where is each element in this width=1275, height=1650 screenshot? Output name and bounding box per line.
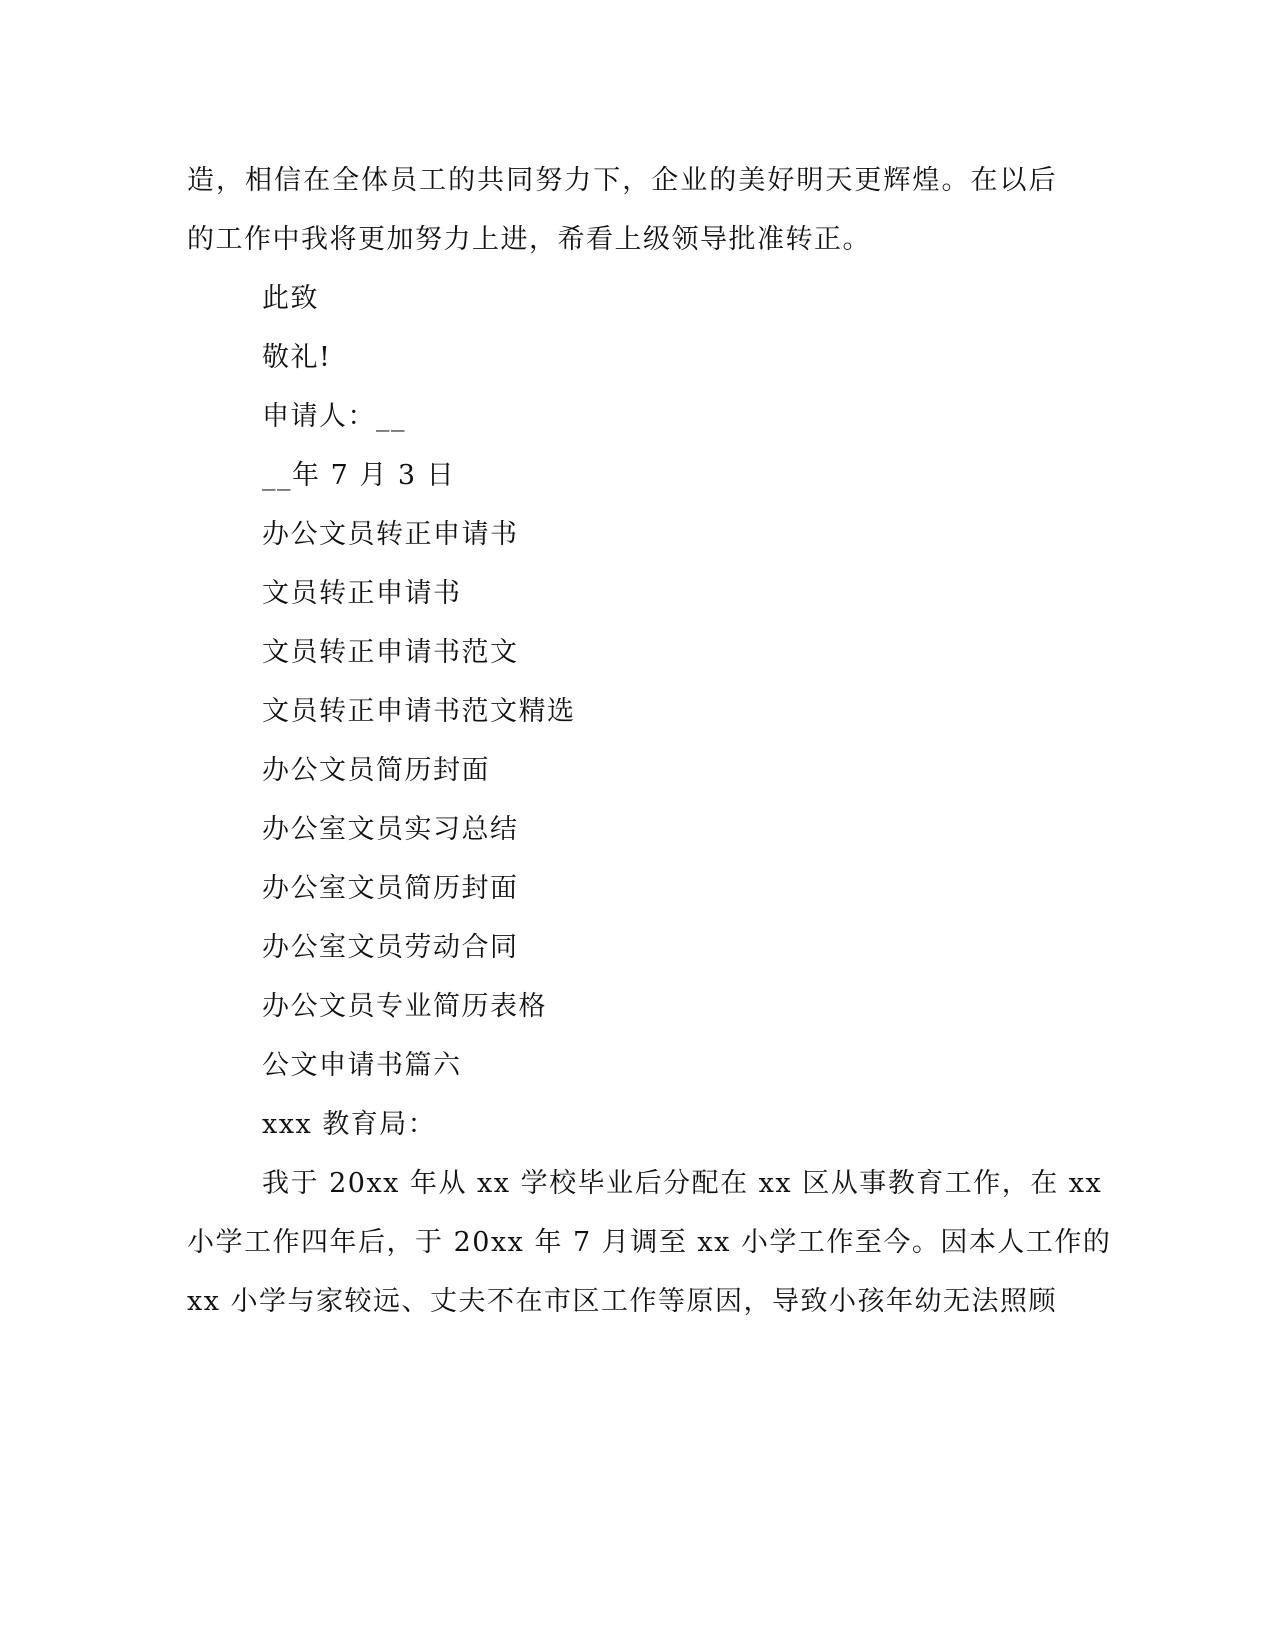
paragraph-line: 的工作中我将更加努力上进，希看上级领导批准转正。 bbox=[187, 224, 871, 255]
related-title: 文员转正申请书范文 bbox=[262, 637, 519, 668]
paragraph-line: 小学工作四年后，于 20xx 年 7 月调至 xx 小学工作至今。因本人工作的 bbox=[187, 1227, 1112, 1258]
related-title: 文员转正申请书范文精选 bbox=[262, 696, 576, 727]
recipient-line: xxx 教育局： bbox=[262, 1109, 437, 1140]
related-title: 办公文员简历封面 bbox=[262, 755, 490, 786]
related-title: 办公室文员劳动合同 bbox=[262, 932, 519, 963]
paragraph-line: 我于 20xx 年从 xx 学校毕业后分配在 xx 区从事教育工作，在 xx bbox=[262, 1168, 1103, 1199]
related-title: 办公室文员简历封面 bbox=[262, 873, 519, 904]
closing-salutation: 此致 bbox=[262, 283, 319, 314]
paragraph-line: xx 小学与家较远、丈夫不在市区工作等原因，导致小孩年幼无法照顾 bbox=[187, 1286, 1058, 1317]
closing-regards: 敬礼! bbox=[262, 342, 332, 373]
related-title: 办公文员专业简历表格 bbox=[262, 991, 547, 1022]
related-title: 办公文员转正申请书 bbox=[262, 519, 519, 550]
paragraph-line: 造，相信在全体员工的共同努力下，企业的美好明天更辉煌。在以后 bbox=[187, 165, 1057, 196]
related-title: 办公室文员实习总结 bbox=[262, 814, 519, 845]
section-heading: 公文申请书篇六 bbox=[262, 1050, 462, 1081]
date-line: __年 7 月 3 日 bbox=[262, 460, 456, 491]
related-title: 文员转正申请书 bbox=[262, 578, 462, 609]
applicant-signature: 申请人：__ bbox=[262, 401, 406, 432]
